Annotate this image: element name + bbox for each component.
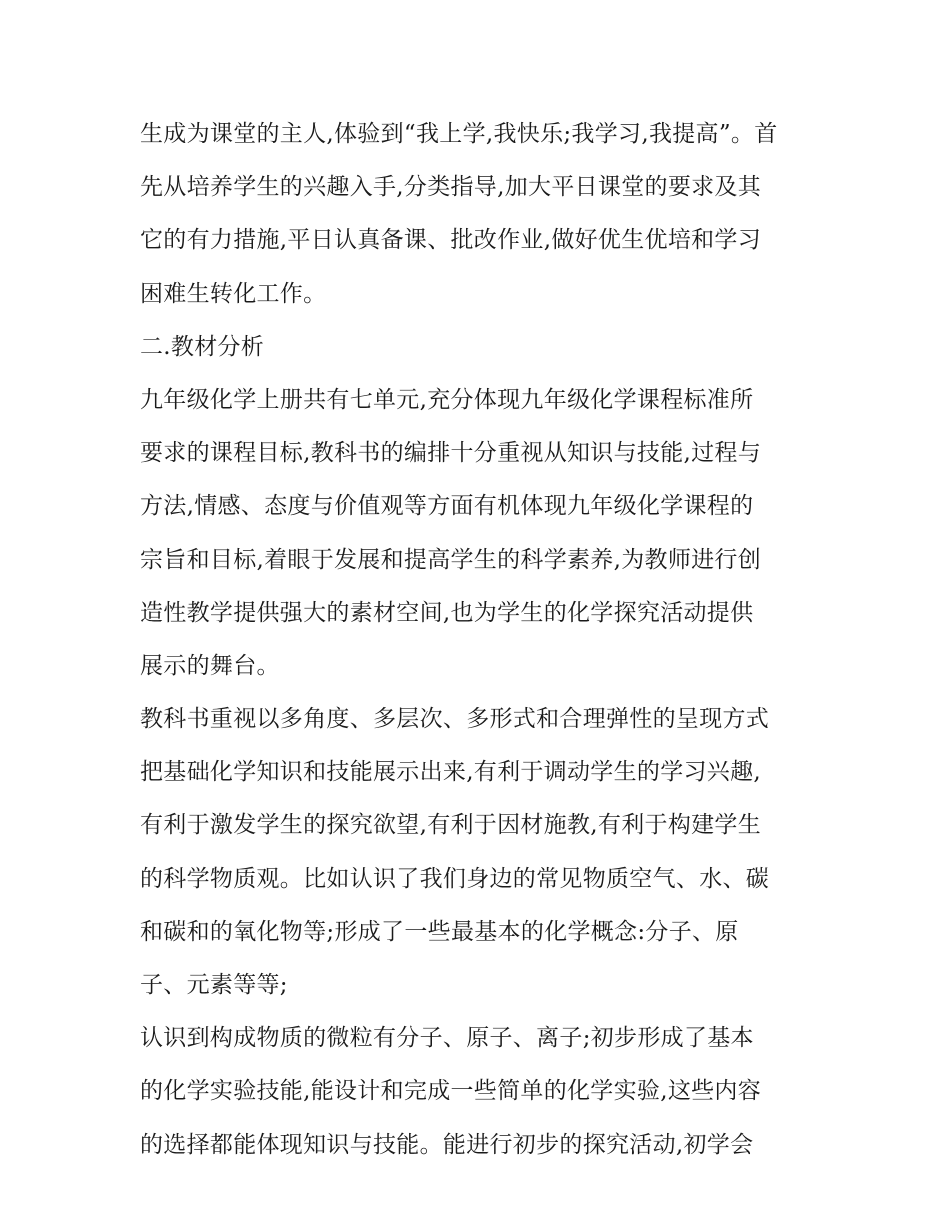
text-line: 展示的舞台。 (140, 652, 280, 679)
text-line: 生成为课堂的主人,体验到“我上学,我快乐;我学习,我提高”。首 (140, 121, 778, 147)
text-line: 的化学实验技能,能设计和完成一些简单的化学实验,这些内容 (140, 1078, 762, 1105)
text-line: 的选择都能体现知识与技能。能进行初步的探究活动,初学会 (140, 1131, 754, 1158)
section-heading: 二.教材分析 (140, 333, 265, 360)
text-line: 造性教学提供强大的素材空间,也为学生的化学探究活动提供 (140, 599, 754, 626)
text-line: 把基础化学知识和技能展示出来,有利于调动学生的学习兴趣, (140, 759, 762, 786)
text-line: 有利于激发学生的探究欲望,有利于因材施教,有利于构建学生 (140, 812, 762, 839)
text-line: 的科学物质观。比如认识了我们身边的常见物质空气、水、碳 (140, 865, 770, 892)
text-line: 教科书重视以多角度、多层次、多形式和合理弹性的呈现方式 (140, 706, 770, 733)
text-line: 和碳和的氧化物等;形成了一些最基本的化学概念:分子、原 (140, 918, 739, 945)
text-line: 它的有力措施,平日认真备课、批改作业,做好优生优培和学习 (140, 227, 762, 254)
text-line: 方法,情感、态度与价值观等方面有机体现九年级化学课程的 (140, 493, 754, 520)
document-body (140, 108, 820, 1172)
text-line: 子、元素等等; (140, 972, 288, 998)
text-line: 认识到构成物质的微粒有分子、原子、离子;初步形成了基本 (140, 1025, 754, 1052)
text-line: 先从培养学生的兴趣入手,分类指导,加大平日课堂的要求及其 (140, 174, 762, 201)
text-line: 困难生转化工作。 (140, 280, 327, 307)
text-line: 宗旨和目标,着眼于发展和提高学生的科学素养,为教师进行创 (140, 546, 762, 573)
text-line: 要求的课程目标,教科书的编排十分重视从知识与技能,过程与 (140, 440, 762, 467)
text-line: 九年级化学上册共有七单元,充分体现九年级化学课程标准所 (140, 386, 754, 413)
